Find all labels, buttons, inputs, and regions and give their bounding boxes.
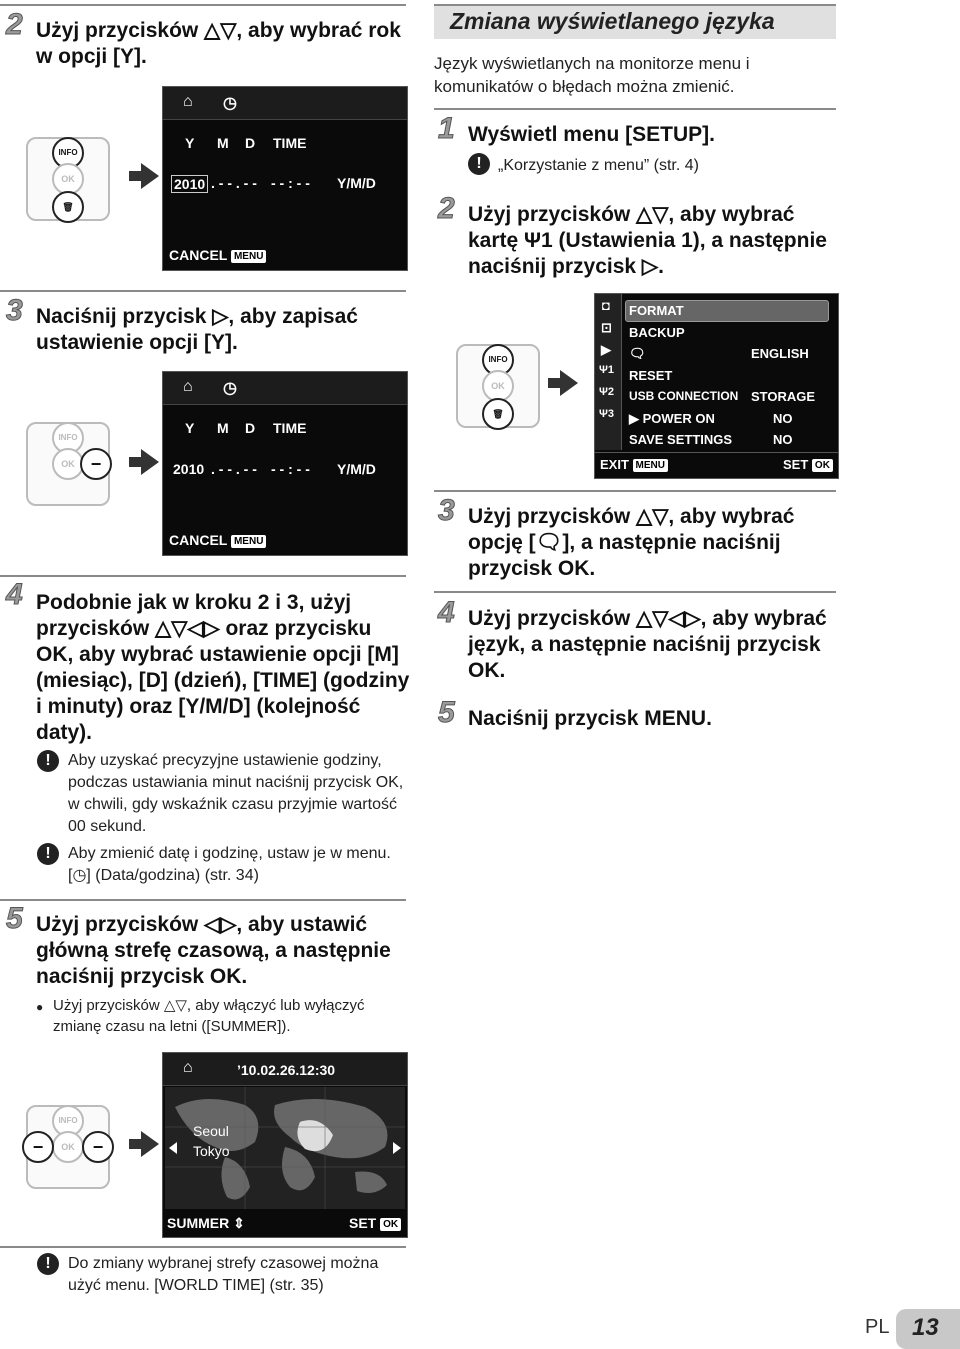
step-text: Naciśnij przycisk ▷, aby zapisać ustawienie opcji [Y]. bbox=[36, 305, 358, 354]
step-number: 1 bbox=[438, 112, 455, 145]
datetime-value: ’10.02.26.12:30 bbox=[237, 1062, 336, 1078]
rule bbox=[434, 108, 836, 110]
city-label: Seoul bbox=[193, 1123, 229, 1139]
step-number: 4 bbox=[6, 578, 23, 611]
step-text: Użyj przycisków △▽, aby wybrać kartę Ψ1 (Ustawienia 1), a następnie naciśnij przycisk ▷. bbox=[468, 203, 827, 278]
ok-button[interactable]: OK bbox=[52, 448, 84, 480]
warning-icon: ! bbox=[468, 153, 490, 175]
time-value: - - : - - bbox=[271, 461, 310, 477]
warning-icon: ! bbox=[37, 1253, 59, 1275]
cancel-label bbox=[169, 532, 266, 548]
menu-button-icon: MENU bbox=[231, 250, 266, 263]
home-icon: ⌂ bbox=[183, 378, 193, 395]
camera-tab-icon[interactable]: ◘ bbox=[602, 298, 610, 313]
note-text: Aby zmienić datę i godzinę, ustaw je w menu. [◷] (Data/godzina) (str. 34) bbox=[68, 845, 391, 884]
rule bbox=[434, 490, 836, 492]
warning-icon: ! bbox=[37, 750, 59, 772]
menu-item-language[interactable]: 🗨 bbox=[629, 346, 646, 361]
home-icon: ⌂ bbox=[183, 93, 193, 110]
year-value: 2010 bbox=[171, 175, 208, 193]
bullet-icon: ● bbox=[36, 1000, 44, 1014]
exit-text: EXIT bbox=[600, 457, 629, 472]
set-label bbox=[349, 1215, 401, 1231]
step-text: Wyświetl menu [SETUP]. bbox=[468, 123, 715, 146]
control-pad bbox=[456, 344, 540, 428]
page-number: 13 bbox=[912, 1314, 939, 1341]
note-text: „Korzystanie z menu” (str. 4) bbox=[498, 157, 699, 174]
world-time-screen bbox=[162, 1052, 408, 1238]
step-text: Użyj przycisków ◁▷, aby ustawić główną strefę czasową, a następnie naciśnij przycisk OK. bbox=[36, 913, 391, 988]
menu-value-usb: STORAGE bbox=[751, 389, 816, 404]
arrow-icon bbox=[560, 370, 578, 396]
note-text: Do zmiany wybranej strefy czasowej można użyć menu. [WORLD TIME] (str. 35) bbox=[68, 1255, 379, 1294]
section-heading: Zmiana wyświetlanego języka bbox=[450, 8, 775, 34]
step-number: 2 bbox=[6, 8, 23, 41]
step-text: Podobnie jak w kroku 2 i 3, użyj przycisków △▽◁▷ oraz przycisku OK, aby wybrać ustawienie opcji [M] (miesiąc), [D] (dzień), [TIME] (godziny i minuty) oraz [Y/M/D] (kolejność daty). bbox=[36, 591, 410, 744]
info-button[interactable]: INFO bbox=[482, 344, 514, 376]
label-y: Y bbox=[185, 135, 195, 151]
step-number: 3 bbox=[6, 294, 23, 327]
setup2-tab-icon[interactable]: Ψ2 bbox=[599, 386, 615, 398]
set-text: SET bbox=[783, 457, 809, 472]
info-button[interactable]: INFO bbox=[52, 1105, 84, 1137]
setup1-tab-icon[interactable]: Ψ1 bbox=[599, 364, 615, 376]
step-text: Użyj przycisków △▽, aby wybrać rok w opcji [Y]. bbox=[36, 19, 401, 68]
home-icon: ⌂ bbox=[183, 1059, 193, 1076]
playback-tab-icon[interactable]: ▶ bbox=[601, 342, 611, 357]
summer-label bbox=[167, 1215, 245, 1232]
set-label bbox=[783, 457, 833, 472]
menu-item-reset[interactable]: RESET bbox=[629, 368, 673, 383]
order-value: Y/M/D bbox=[337, 461, 376, 477]
rule bbox=[434, 591, 836, 593]
label-d: D bbox=[245, 135, 256, 151]
clock-icon: ◷ bbox=[223, 95, 237, 112]
warning-icon: ! bbox=[37, 843, 59, 865]
menu-button-icon: MENU bbox=[633, 459, 668, 472]
ok-button[interactable]: OK bbox=[52, 163, 84, 195]
ok-button-icon: OK bbox=[380, 1218, 401, 1231]
exit-label bbox=[600, 457, 668, 472]
city-label: Tokyo bbox=[193, 1143, 230, 1159]
step-text: Użyj przycisków △▽◁▷, aby wybrać język, a następnie naciśnij przycisk OK. bbox=[468, 607, 827, 682]
bullet-text: Użyj przycisków △▽, aby włączyć lub wyłączyć zmianę czasu na letni ([SUMMER]). bbox=[53, 997, 365, 1035]
movie-tab-icon[interactable]: ⊡ bbox=[601, 320, 612, 335]
step-number: 5 bbox=[6, 902, 23, 935]
top-rule-left bbox=[0, 4, 406, 6]
date-value: . - - . - - bbox=[211, 175, 257, 191]
date-screen bbox=[162, 86, 408, 271]
step-number: 3 bbox=[438, 494, 455, 527]
menu-item-save-settings[interactable]: SAVE SETTINGS bbox=[629, 432, 733, 447]
control-pad bbox=[26, 1105, 110, 1189]
menu-item-power-on[interactable]: ▶ POWER ON bbox=[629, 411, 715, 426]
year-value: 2010 bbox=[173, 461, 205, 477]
arrow-icon bbox=[141, 449, 159, 475]
setup-menu-screen bbox=[594, 293, 839, 479]
rule bbox=[0, 290, 406, 292]
date-screen bbox=[162, 371, 408, 556]
arrow-icon bbox=[141, 1131, 159, 1157]
cancel-text: CANCEL bbox=[169, 247, 228, 263]
summer-text: SUMMER bbox=[167, 1215, 230, 1231]
cancel-label bbox=[169, 247, 266, 263]
right-button-icon[interactable]: − bbox=[82, 1131, 114, 1163]
info-button[interactable]: INFO bbox=[52, 137, 84, 169]
step-text: Użyj przycisków △▽, aby wybrać opcję [🗨], a następnie naciśnij przycisk OK. bbox=[468, 505, 795, 580]
label-y: Y bbox=[185, 420, 195, 436]
label-time: TIME bbox=[273, 135, 307, 151]
control-pad bbox=[26, 137, 110, 221]
step-number: 4 bbox=[438, 596, 455, 629]
label-m: M bbox=[217, 135, 229, 151]
date-value: . - - . - - bbox=[211, 461, 257, 477]
ok-button-icon: OK bbox=[812, 459, 833, 472]
menu-button-icon: MENU bbox=[231, 535, 266, 548]
note-text: Aby uzyskać precyzyjne ustawienie godziny, podczas ustawiania minut naciśnij przycisk OK, w chwili, gdy wskaźnik czasu przyjmie wartość 00 sekund. bbox=[68, 752, 404, 835]
ok-button[interactable]: OK bbox=[482, 370, 514, 402]
menu-value-power-on: NO bbox=[773, 411, 793, 426]
menu-value-save-settings: NO bbox=[773, 432, 793, 447]
label-d: D bbox=[245, 420, 256, 436]
menu-value-language: ENGLISH bbox=[751, 346, 809, 361]
rule bbox=[0, 575, 406, 577]
rule bbox=[0, 1246, 406, 1248]
arrow-icon bbox=[141, 163, 159, 189]
setup3-tab-icon[interactable]: Ψ3 bbox=[599, 408, 615, 420]
trash-icon[interactable]: 🗑 bbox=[52, 191, 84, 223]
ok-button[interactable]: OK bbox=[52, 1131, 84, 1163]
updown-icon: ⇕ bbox=[233, 1215, 245, 1231]
menu-item-usb[interactable]: USB CONNECTION bbox=[629, 389, 739, 403]
step-number: 2 bbox=[438, 192, 455, 225]
time-value: - - : - - bbox=[271, 175, 310, 191]
clock-icon: ◷ bbox=[223, 380, 237, 397]
info-button[interactable]: INFO bbox=[52, 422, 84, 454]
step-number: 5 bbox=[438, 696, 455, 729]
language-label: PL bbox=[865, 1316, 890, 1338]
left-button-icon[interactable]: − bbox=[22, 1131, 54, 1163]
rule bbox=[0, 899, 406, 901]
intro-text: Język wyświetlanych na monitorze menu i komunikatów o błędach można zmienić. bbox=[434, 54, 750, 96]
step-text: Naciśnij przycisk MENU. bbox=[468, 707, 712, 730]
cancel-text: CANCEL bbox=[169, 532, 228, 548]
order-value: Y/M/D bbox=[337, 175, 376, 191]
label-time: TIME bbox=[273, 420, 307, 436]
menu-item-backup[interactable]: BACKUP bbox=[629, 325, 685, 340]
right-button-icon[interactable]: − bbox=[80, 448, 112, 480]
label-m: M bbox=[217, 420, 229, 436]
control-pad bbox=[26, 422, 110, 506]
set-text: SET bbox=[349, 1215, 377, 1231]
menu-item-format[interactable]: FORMAT bbox=[629, 303, 684, 318]
trash-icon[interactable]: 🗑 bbox=[482, 398, 514, 430]
